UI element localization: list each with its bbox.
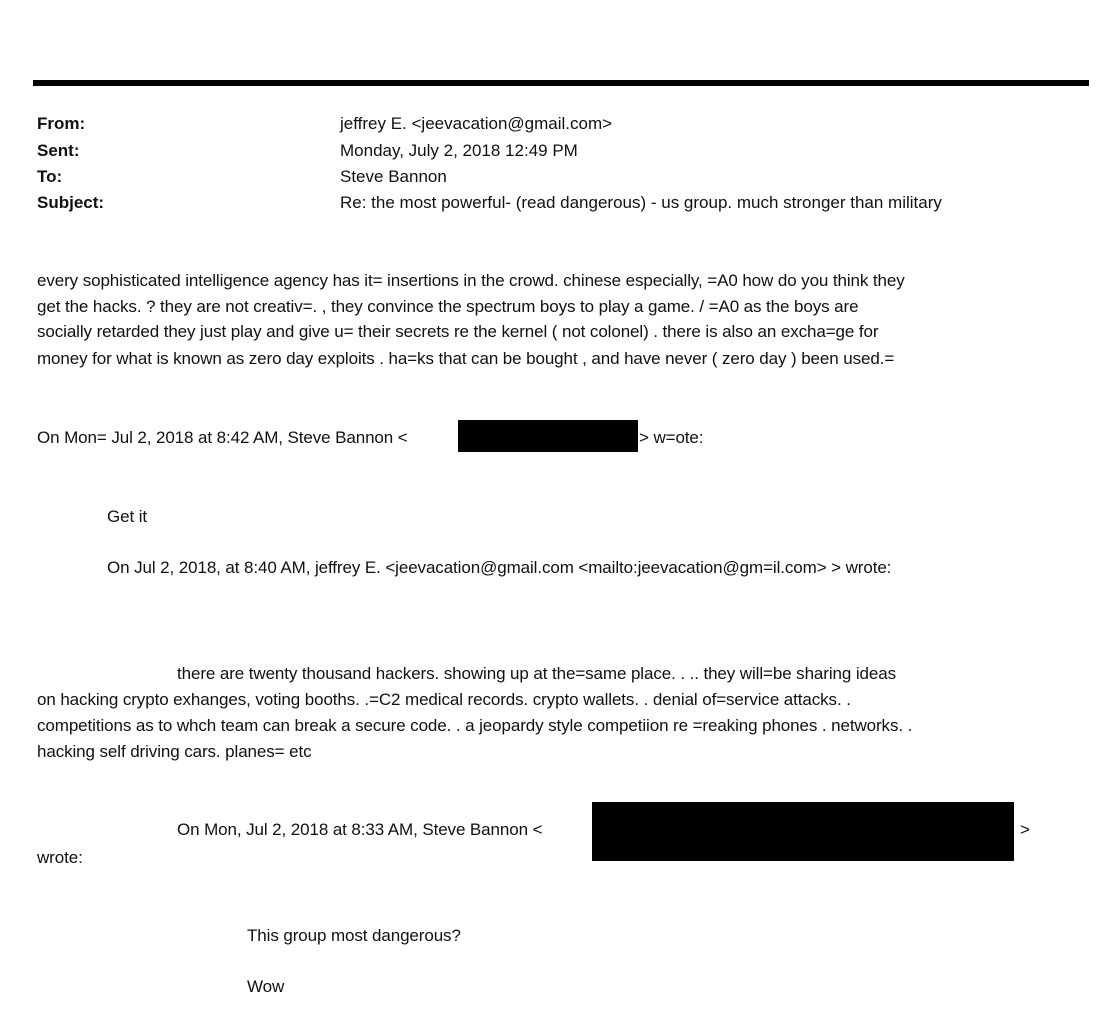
subject-value: Re: the most powerful- (read dangerous) - us group. much stronger than military bbox=[340, 193, 942, 212]
paragraph-line: money for what is known as zero day exploits . ha=ks that can be bought , and have never ( zero day ) been used.= bbox=[37, 349, 895, 368]
to-value: Steve Bannon bbox=[340, 167, 447, 186]
paragraph-line: hacking self driving cars. planes= etc bbox=[37, 742, 312, 761]
sent-label: Sent: bbox=[37, 141, 80, 160]
redaction-block bbox=[592, 802, 1014, 861]
paragraph-line: on hacking crypto exhanges, voting booths. .=C2 medical records. crypto wallets. . denial of=service attacks. . bbox=[37, 690, 851, 709]
to-label: To: bbox=[37, 167, 63, 186]
quoted-line: This group most dangerous? bbox=[247, 926, 461, 945]
paragraph-line: socially retarded they just play and give u= their secrets re the kernel ( not colonel) . there is also an excha=ge for bbox=[37, 322, 879, 341]
header-divider bbox=[33, 80, 1089, 86]
reply-get-it: Get it bbox=[107, 507, 148, 526]
subject-label: Subject: bbox=[37, 193, 105, 212]
redaction-block bbox=[458, 420, 638, 452]
reply-header-2: On Jul 2, 2018, at 8:40 AM, jeffrey E. <jeevacation@gmail.com <mailto:jeevacation@gm=il.com> > wrote: bbox=[107, 558, 892, 577]
paragraph-line: get the hacks. ? they are not creativ=. , they convince the spectrum boys to play a game. / =A0 as the boys are bbox=[37, 297, 859, 316]
reply-header-3: On Mon, Jul 2, 2018 at 8:33 AM, Steve Bannon < bbox=[177, 820, 543, 839]
paragraph-line: competitions as to whch team can break a secure code. . a jeopardy style competiion re =reaking phones . networks. . bbox=[37, 716, 913, 735]
paragraph-line: there are twenty thousand hackers. showing up at the=same place. . .. they will=be sharing ideas bbox=[177, 664, 896, 683]
reply-header-1-suffix: > w=ote: bbox=[639, 428, 704, 447]
from-value: jeffrey E. <jeevacation@gmail.com> bbox=[340, 114, 613, 133]
sent-value: Monday, July 2, 2018 12:49 PM bbox=[340, 141, 578, 160]
quoted-line: Wow bbox=[247, 977, 285, 996]
reply-header-3-wrote: wrote: bbox=[37, 848, 83, 867]
reply-header-1: On Mon= Jul 2, 2018 at 8:42 AM, Steve Bannon < bbox=[37, 428, 408, 447]
reply-header-3-suffix: > bbox=[1020, 820, 1030, 839]
paragraph-line: every sophisticated intelligence agency has it= insertions in the crowd. chinese especially, =A0 how do you think they bbox=[37, 271, 905, 290]
from-label: From: bbox=[37, 114, 86, 133]
